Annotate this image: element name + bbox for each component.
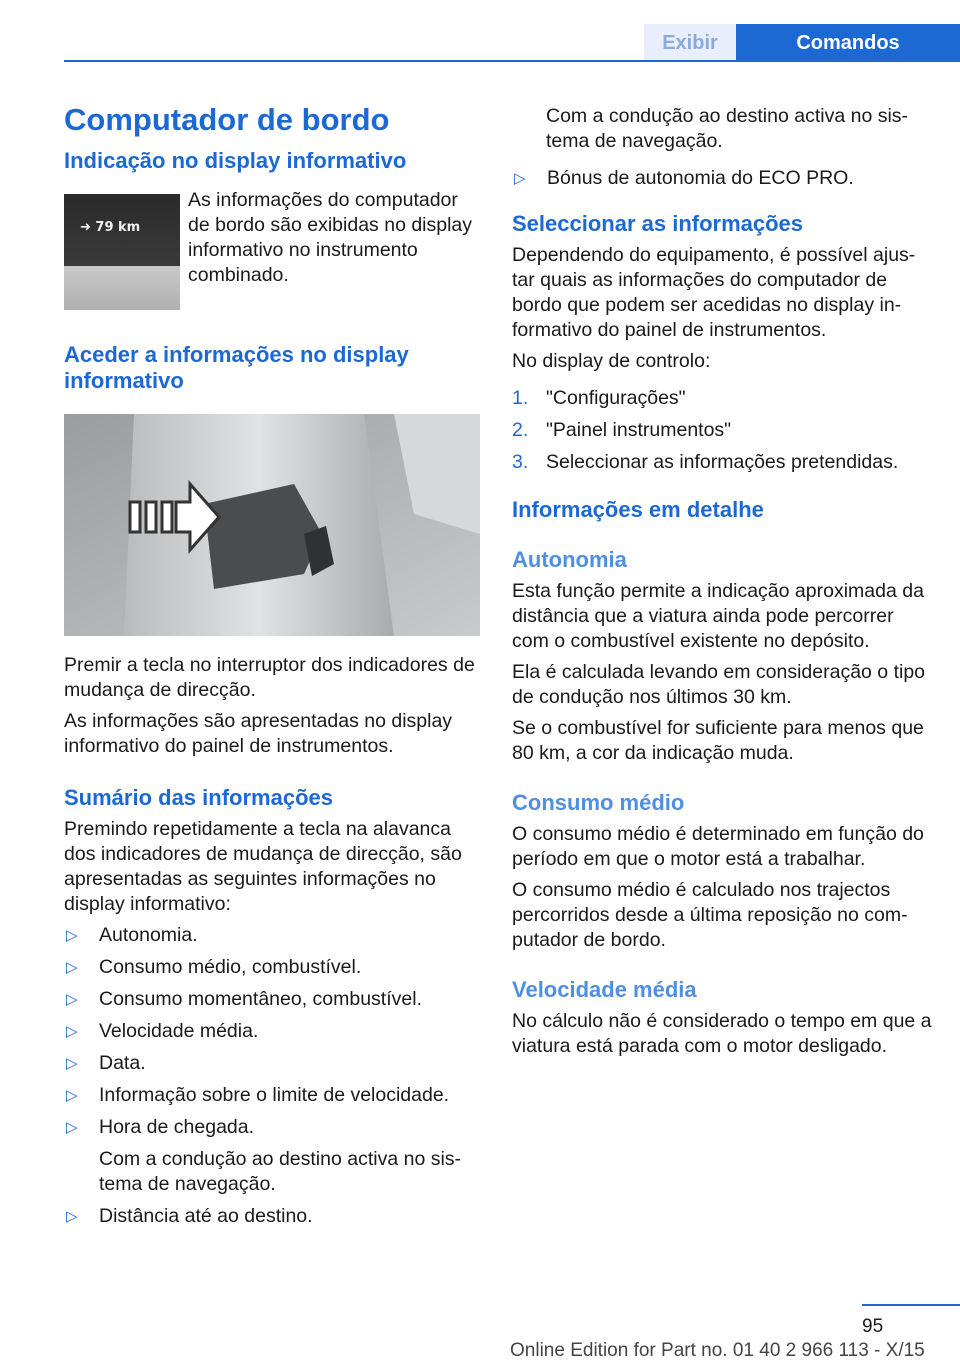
list-item: ▷ Consumo momentâneo, combustível.	[66, 988, 422, 1010]
edition-note: Online Edition for Part no. 01 40 2 966 113 - X/15	[510, 1340, 925, 1361]
triangle-bullet-icon: ▷	[66, 1208, 78, 1225]
triangle-bullet-icon: ▷	[66, 1023, 78, 1040]
continued-list	[512, 166, 932, 191]
triangle-bullet-icon: ▷	[514, 170, 526, 187]
list-item: ▷ Data.	[66, 1052, 146, 1074]
list-item: 1. "Configurações"	[512, 387, 686, 409]
select-display: No display de controlo:	[512, 350, 711, 372]
steps-list	[512, 386, 932, 475]
header-rule	[64, 60, 960, 62]
list-item: ▷ Autonomia.	[66, 924, 198, 946]
subheading-avg-speed: Velocidade média	[512, 977, 697, 1002]
triangle-bullet-icon: ▷	[66, 959, 78, 976]
range-text-1: Esta função permite a indicação aproximada da distância que a viatura ainda pode percorrer com o combustível existente no depósito.	[512, 580, 924, 652]
summary-intro: Premindo repetidamente a tecla na alavanca dos indicadores de mudança de direcção, são apresentadas as seguintes informações no display informativo:	[64, 818, 462, 915]
page-title: Computador de bordo	[64, 102, 390, 137]
page-header	[0, 0, 960, 62]
display-illustration	[64, 194, 180, 310]
list-item: ▷ Hora de chegada. Com a condução ao destino activa no sis-tema de navegação.	[64, 1115, 482, 1197]
section-heading-display: Indicação no display informativo	[64, 148, 407, 173]
tab-comandos[interactable]: Comandos	[736, 24, 960, 62]
avg-speed-text: No cálculo não é considerado o tempo em que a viatura está parada com o motor desligado.	[512, 1010, 932, 1057]
summary-list	[64, 923, 482, 1229]
list-item: ▷ Distância até ao destino.	[66, 1205, 313, 1227]
right-column	[512, 98, 932, 1059]
list-item: 3. Seleccionar as informações pretendidas.	[512, 451, 899, 473]
left-column	[64, 98, 482, 1236]
display-info-block	[64, 189, 482, 314]
section-heading-summary: Sumário das informações	[64, 785, 333, 810]
tab-exibir[interactable]: Exibir	[644, 24, 736, 62]
list-item-note: Com a condução ao destino activa no sis-tema de navegação.	[99, 1148, 462, 1195]
list-item: ▷ Bónus de autonomia do ECO PRO.	[514, 167, 854, 189]
avg-consumption-text-1: O consumo médio é determinado em função do período em que o motor está a trabalhar.	[512, 823, 924, 870]
triangle-bullet-icon: ▷	[66, 1055, 78, 1072]
subheading-range: Autonomia	[512, 547, 627, 572]
subheading-avg-consumption: Consumo médio	[512, 790, 685, 815]
access-result: As informações são apresentadas no display informativo do painel de instrumentos.	[64, 710, 453, 757]
triangle-bullet-icon: ▷	[66, 927, 78, 944]
triangle-bullet-icon: ▷	[66, 1119, 78, 1136]
section-heading-select: Seleccionar as informações	[512, 211, 804, 236]
avg-consumption-text-2: O consumo médio é calculado nos trajectos percorridos desde a última reposição no com-putador de bordo.	[512, 879, 908, 951]
range-text-3: Se o combustível for suficiente para menos que 80 km, a cor da indicação muda.	[512, 717, 924, 764]
list-item: 2. "Painel instrumentos"	[512, 419, 732, 441]
page-number: 95	[862, 1316, 884, 1337]
section-heading-access: Aceder a informações no display informativo	[64, 342, 409, 393]
list-item: ▷ Informação sobre o limite de velocidade.	[66, 1084, 450, 1106]
triangle-bullet-icon: ▷	[66, 1087, 78, 1104]
range-text-2: Ela é calculada levando em consideração o tipo de condução nos últimos 30 km.	[512, 661, 926, 708]
section-heading-details: Informações em detalhe	[512, 497, 764, 522]
display-screen-readout: ➜ 79 km	[80, 220, 141, 235]
list-item: ▷ Consumo médio, combustível.	[66, 956, 362, 978]
turn-signal-lever-illustration	[64, 414, 480, 636]
display-description: As informações do computador de bordo são exibidas no display informativo no instrumento combinado.	[188, 189, 473, 286]
select-intro: Dependendo do equipamento, é possível ajus-tar quais as informações do computador de bordo que podem ser acedidas no display in-formativo do painel de instrumentos.	[512, 244, 916, 341]
footer-rule	[862, 1304, 960, 1306]
list-item: ▷ Velocidade média.	[66, 1020, 259, 1042]
continued-note: Com a condução ao destino activa no sis-tema de navegação.	[546, 105, 909, 152]
access-instruction: Premir a tecla no interruptor dos indicadores de mudança de direcção.	[64, 654, 475, 701]
triangle-bullet-icon: ▷	[66, 991, 78, 1008]
